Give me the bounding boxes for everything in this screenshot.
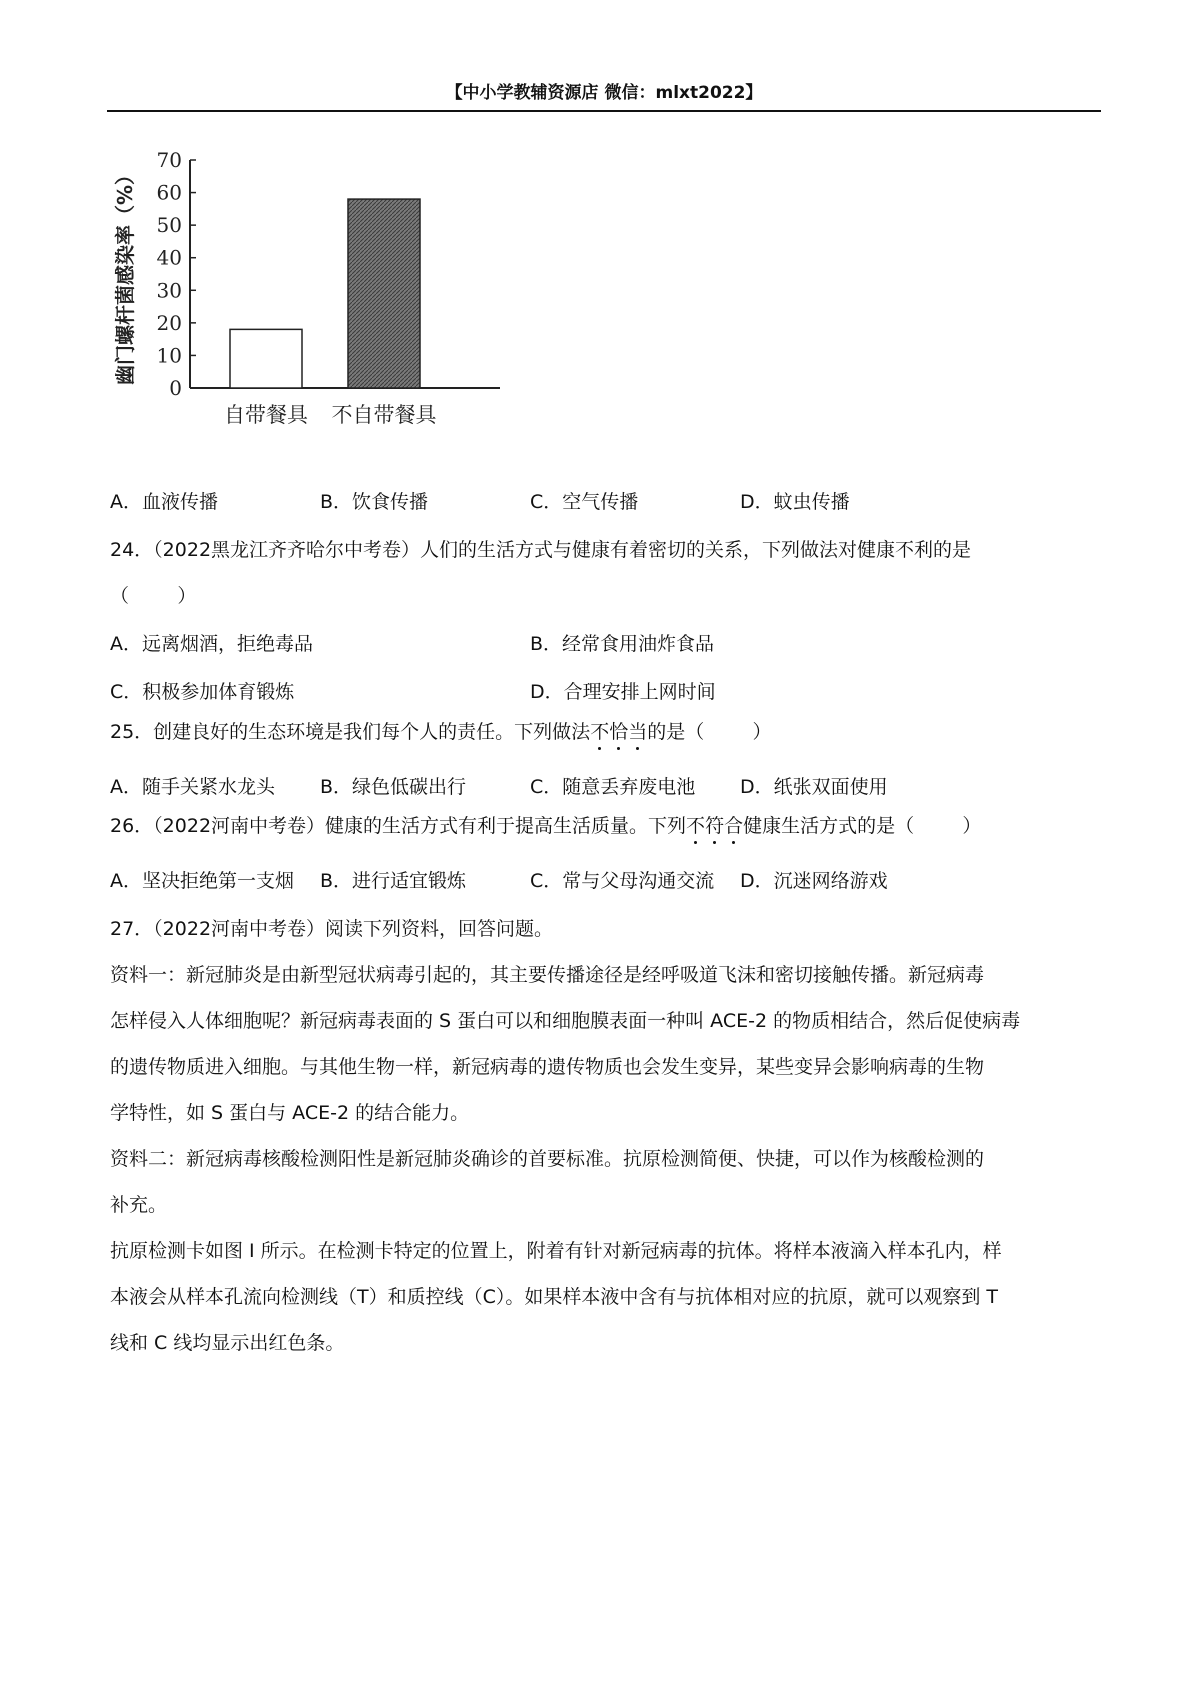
q26-option-a: A．坚决拒绝第一支烟 bbox=[110, 870, 294, 892]
q25-option-d: D．纸张双面使用 bbox=[740, 776, 888, 798]
q27-line-6: 补充。 bbox=[110, 1194, 168, 1216]
q26-option-c: C．常与父母沟通交流 bbox=[530, 870, 715, 892]
bar-1 bbox=[230, 329, 302, 388]
q26-emph-2: 符 bbox=[705, 815, 725, 837]
y-tick-label: 70 bbox=[156, 150, 182, 172]
y-tick-label: 10 bbox=[156, 343, 182, 368]
q27-line-5: 资料二：新冠病毒核酸检测阳性是新冠肺炎确诊的首要标准。抗原检测简便、快捷，可以作为核酸检测的 bbox=[110, 1148, 985, 1170]
q26-emph-1: 不 bbox=[686, 815, 706, 837]
header-rule bbox=[107, 110, 1101, 112]
y-tick-label: 60 bbox=[156, 180, 182, 205]
q27-line-4: 学特性，如 S 蛋白与 ACE-2 的结合能力。 bbox=[110, 1102, 470, 1124]
q24-stem: 24．（2022黑龙江齐齐哈尔中考卷）人们的生活方式与健康有着密切的关系，下列做法对健康不利的是 bbox=[110, 539, 972, 561]
y-tick-label: 20 bbox=[156, 310, 182, 335]
q24-option-d: D．合理安排上网时间 bbox=[530, 681, 716, 703]
q24-option-c: C．积极参加体育锻炼 bbox=[110, 681, 295, 703]
q26-stem-after: 健康生活方式的是（ ） bbox=[743, 815, 982, 837]
y-tick-label: 50 bbox=[156, 213, 182, 238]
q23-option-d: D．蚊虫传播 bbox=[740, 491, 850, 513]
bar-2 bbox=[348, 199, 420, 388]
q25-emph-3: 当 bbox=[628, 721, 648, 743]
x-category-label: 不自带餐具 bbox=[331, 403, 437, 427]
y-axis-label: 幽门螺杆菌感染率（%） bbox=[113, 164, 137, 386]
q25-option-a: A．随手关紧水龙头 bbox=[110, 776, 275, 798]
y-tick-label: 0 bbox=[169, 376, 182, 400]
bar-chart bbox=[108, 150, 508, 430]
page-header: 【中小学教辅资源店 微信：mlxt2022】 bbox=[445, 83, 763, 103]
q23-option-c: C．空气传播 bbox=[530, 491, 639, 513]
q24-paren: （ ） bbox=[110, 585, 197, 607]
q27-line-3: 的遗传物质进入细胞。与其他生物一样，新冠病毒的遗传物质也会发生变异，某些变异会影响病毒的生物 bbox=[110, 1056, 985, 1078]
x-category-label: 自带餐具 bbox=[224, 403, 308, 427]
q25-option-c: C．随意丢弃废电池 bbox=[530, 776, 696, 798]
q27-line-9: 线和 C 线均显示出红色条。 bbox=[110, 1332, 345, 1354]
q26-option-d: D．沉迷网络游戏 bbox=[740, 870, 888, 892]
q26-stem bbox=[110, 814, 981, 838]
q23-option-b: B．饮食传播 bbox=[320, 491, 429, 513]
q25-stem-before: 25．创建良好的生态环境是我们每个人的责任。下列做法 bbox=[110, 721, 591, 743]
q27-stem: 27．（2022河南中考卷）阅读下列资料，回答问题。 bbox=[110, 918, 554, 940]
q27-line-1: 资料一：新冠肺炎是由新型冠状病毒引起的，其主要传播途径是经呼吸道飞沫和密切接触传播。新冠病毒 bbox=[110, 964, 985, 986]
q25-option-b: B．绿色低碳出行 bbox=[320, 776, 467, 798]
y-tick-label: 40 bbox=[156, 245, 182, 270]
q27-line-7: 抗原检测卡如图 I 所示。在检测卡特定的位置上，附着有针对新冠病毒的抗体。将样本液滴入样本孔内，样 bbox=[110, 1240, 1002, 1262]
q24-option-b: B．经常食用油炸食品 bbox=[530, 633, 715, 655]
q23-option-a: A．血液传播 bbox=[110, 491, 218, 513]
q25-emph-1: 不 bbox=[590, 721, 610, 743]
q27-line-2: 怎样侵入人体细胞呢？新冠病毒表面的 S 蛋白可以和细胞膜表面一种叫 ACE-2 的物质相结合，然后促使病毒 bbox=[110, 1010, 1021, 1032]
q26-stem-before: 26．（2022河南中考卷）健康的生活方式有利于提高生活质量。下列 bbox=[110, 815, 687, 837]
q24-option-a: A．远离烟酒，拒绝毒品 bbox=[110, 633, 313, 655]
y-tick-label: 30 bbox=[156, 278, 182, 303]
q26-option-b: B．进行适宜锻炼 bbox=[320, 870, 467, 892]
q25-emph-2: 恰 bbox=[609, 721, 629, 743]
q26-emph-3: 合 bbox=[724, 815, 744, 837]
q25-stem bbox=[110, 720, 772, 744]
q27-line-8: 本液会从样本孔流向检测线（T）和质控线（C）。如果样本液中含有与抗体相对应的抗原，就可以观察到 T bbox=[110, 1286, 999, 1308]
q25-stem-after: 的是（ ） bbox=[647, 721, 772, 743]
